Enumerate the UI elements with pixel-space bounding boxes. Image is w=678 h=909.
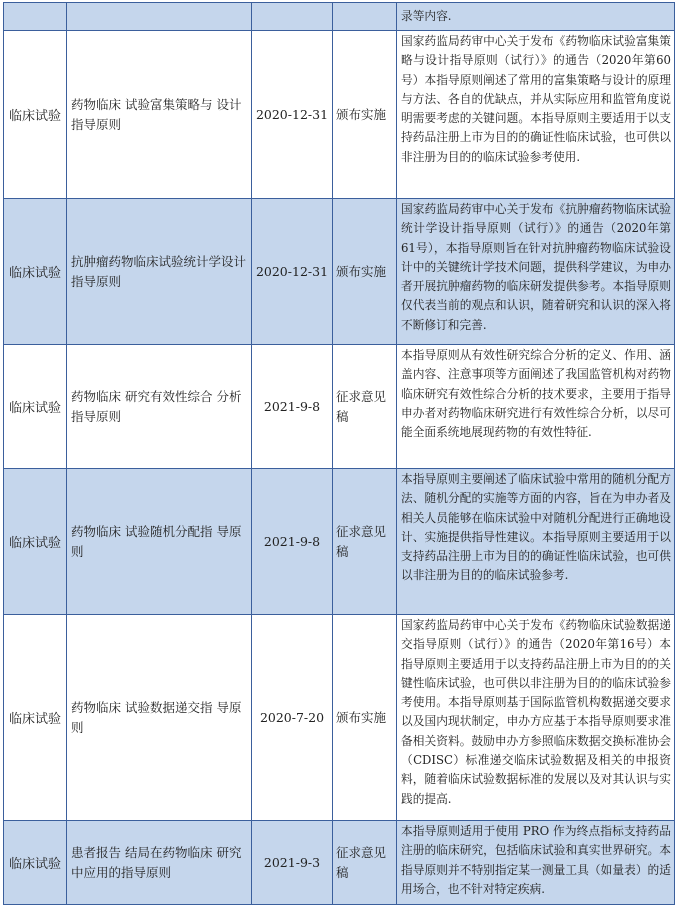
category-cell: 临床试验 [4, 345, 67, 469]
date-cell: 2021-9-8 [252, 345, 333, 469]
date-cell: 2020-12-31 [252, 199, 333, 345]
category-cell: 临床试验 [4, 615, 67, 821]
status-cell: 征求意见稿 [333, 469, 397, 615]
table-row [4, 469, 675, 615]
table-row [4, 345, 675, 469]
category-cell: 临床试验 [4, 31, 67, 199]
guideline-name-cell: 药物临床 试验富集策略与 设计指导原则 [67, 31, 252, 199]
category-cell: 临床试验 [4, 469, 67, 615]
date-cell: 2021-9-8 [252, 469, 333, 615]
description-cell: 录等内容. [397, 3, 675, 31]
table-row [4, 3, 675, 31]
guideline-name-cell: 抗肿瘤药物临床试验统计学设计指导原则 [67, 199, 252, 345]
table-row [4, 821, 675, 905]
status-cell: 征求意见稿 [333, 821, 397, 905]
guideline-name-cell: 药物临床 研究有效性综合 分析指导原则 [67, 345, 252, 469]
date-cell: 2020-12-31 [252, 31, 333, 199]
date-cell [252, 3, 333, 31]
description-cell: 国家药监局药审中心关于发布《药物临床试验数据递交指导原则（试行）》的通告（2020年第16号）本指导原则主要适用于以支持药品注册上市为目的的关键性临床试验，也可供以非注册为目的的临床试验参考使用。本指导原则基于国际监管机构数据递交要求以及国内现状制定，申办方应基于本指导原则要求准备相关资料。鼓励申办方参照临床数据交换标准协会（CDISC）标准递交临床试验数据及相关的申报资料，随着临床试验数据标准的发展以及对其认识与实践的提高. [397, 615, 675, 821]
date-cell: 2020-7-20 [252, 615, 333, 821]
table-row [4, 31, 675, 199]
description-cell: 国家药监局药审中心关于发布《药物临床试验富集策略与设计指导原则（试行）》的通告（2020年第60号）本指导原则阐述了常用的富集策略与设计的原理与方法、各自的优缺点，并从实际应用和监管角度说明需要考虑的关键问题。本指导原则主要适用于以支持药品注册上市为目的的确证性临床试验，也可供以非注册为目的的临床试验参考使用. [397, 31, 675, 199]
guideline-name-cell: 患者报告 结局在药物临床 研究中应用的指导原则 [67, 821, 252, 905]
description-cell: 国家药监局药审中心关于发布《抗肿瘤药物临床试验统计学设计指导原则（试行）》的通告（2020年第61号），本指导原则旨在针对抗肿瘤药物临床试验设计中的关键统计学技术问题，提供科学建议，为申办者开展抗肿瘤药物的临床研发提供参考。本指导原则仅代表当前的观点和认识，随着研究和认识的深入将不断修订和完善. [397, 199, 675, 345]
table-row [4, 615, 675, 821]
table-row [4, 199, 675, 345]
category-cell [4, 3, 67, 31]
guideline-table [3, 2, 675, 905]
status-cell: 颁布实施 [333, 199, 397, 345]
guideline-name-cell: 药物临床 试验随机分配指 导原则 [67, 469, 252, 615]
guideline-table-sheet [3, 2, 675, 905]
date-cell: 2021-9-3 [252, 821, 333, 905]
status-cell: 颁布实施 [333, 31, 397, 199]
category-cell: 临床试验 [4, 199, 67, 345]
status-cell: 颁布实施 [333, 615, 397, 821]
guideline-name-cell: 药物临床 试验数据递交指 导原则 [67, 615, 252, 821]
status-cell [333, 3, 397, 31]
description-cell: 本指导原则从有效性研究综合分析的定义、作用、涵盖内容、注意事项等方面阐述了我国监管机构对药物临床研究有效性综合分析的技术要求，主要用于指导申办者对药物临床研究进行有效性综合分析，以尽可能全面系统地展现药物的有效性特征. [397, 345, 675, 469]
category-cell: 临床试验 [4, 821, 67, 905]
description-cell: 本指导原则适用于使用 PRO 作为终点指标支持药品注册的临床研究，包括临床试验和真实世界研究。本指导原则并不特别指定某一测量工具（如量表）的适用场合，也不针对特定疾病. [397, 821, 675, 905]
status-cell: 征求意见稿 [333, 345, 397, 469]
description-cell: 本指导原则主要阐述了临床试验中常用的随机分配方法、随机分配的实施等方面的内容，旨在为申办者及相关人员能够在临床试验中对随机分配进行正确地设计、实施提供指导性建议。本指导原则主要适用于以支持药品注册上市为目的的确证性临床试验，也可供以非注册为目的的临床试验参考. [397, 469, 675, 615]
guideline-name-cell [67, 3, 252, 31]
